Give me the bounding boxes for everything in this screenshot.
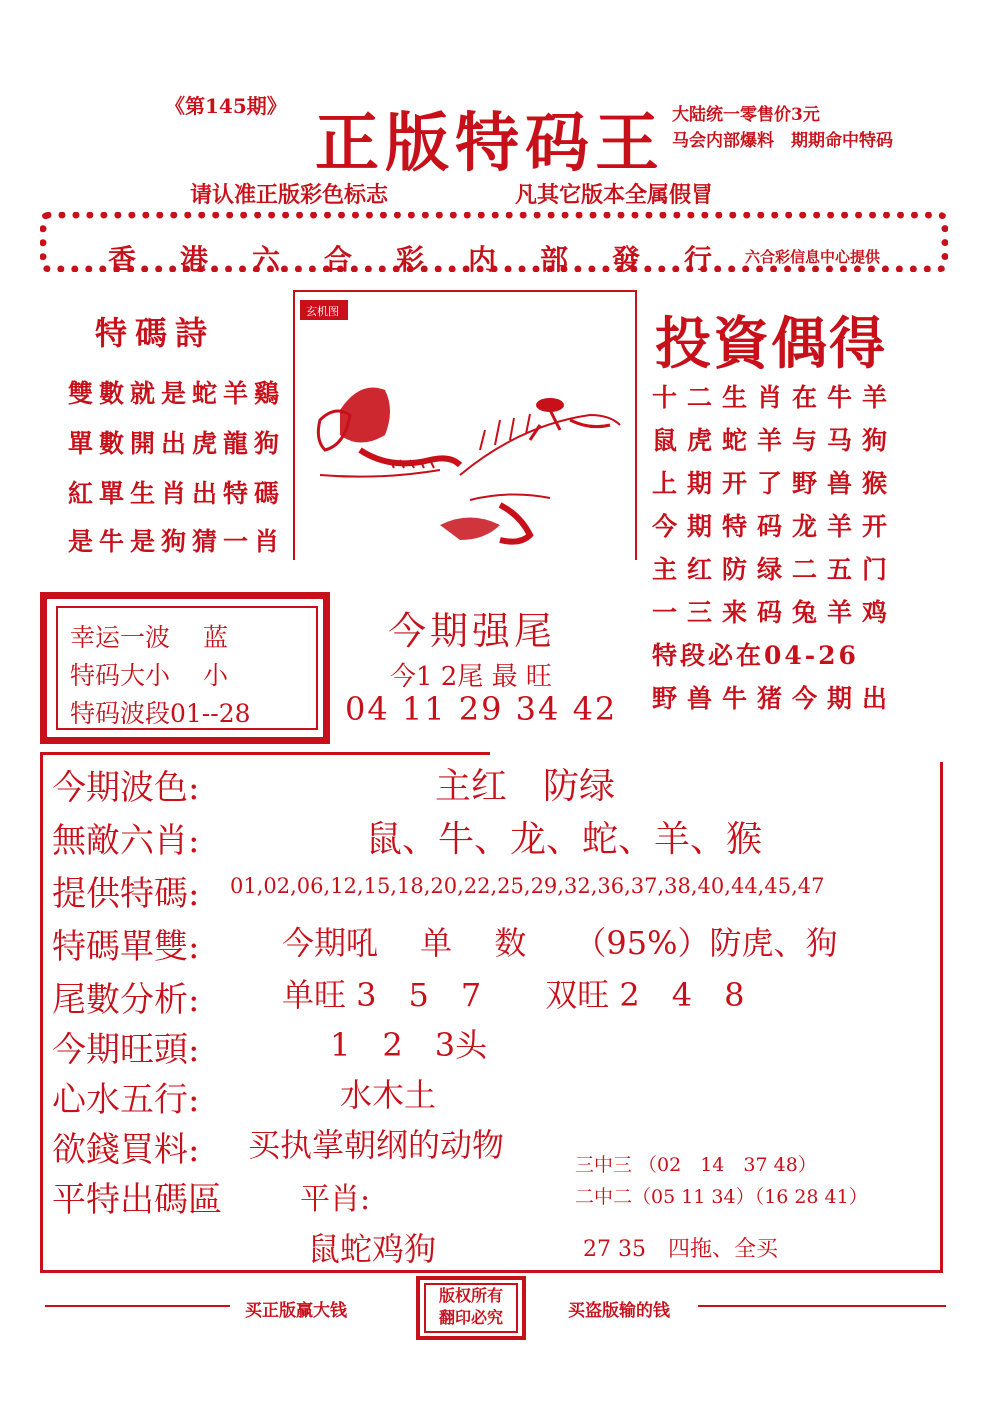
banner-char: 合 (324, 243, 353, 276)
row-value: 今期吼 单 数 （95%）防虎、狗 (282, 924, 838, 962)
row-label: 特碼單雙: (52, 927, 200, 967)
invest-line: 一三来码兔羊鸡 (652, 598, 898, 627)
row-value: 平肖: (300, 1182, 371, 1217)
panel-border-left (40, 752, 43, 1272)
picture-stamp: 玄机图 (306, 305, 339, 318)
invest-line: 上期开了野兽猴 (652, 469, 898, 498)
row-label: 今期波色: (52, 768, 200, 808)
banner-char: 發 (612, 243, 641, 276)
row-value: 单旺 3 5 7 双旺 2 4 8 (282, 976, 745, 1014)
strong-tail-note: 今1 2尾 最 旺 (390, 662, 552, 692)
poem-title: 特碼詩 (95, 314, 216, 352)
authenticity-notice: 请认准正版彩色标志 (190, 182, 389, 208)
invest-line: 特段必在04-26 (652, 641, 859, 670)
invest-line: 主红防绿二五门 (652, 555, 898, 584)
row-value: 主红 防绿 (435, 766, 616, 807)
invest-line: 鼠虎蛇羊与马狗 (652, 426, 898, 455)
row-value: 水木土 (340, 1076, 437, 1114)
special-numbers: 01,02,06,12,15,18,20,22,25,29,32,36,37,38,40,44,45,47 (230, 874, 825, 898)
row-label: 尾數分析: (52, 980, 200, 1020)
footer-right-text: 买盗版输的钱 (568, 1301, 670, 1321)
lucky-size: 特码大小 小 (70, 661, 228, 690)
banner-char: 六 (252, 243, 281, 276)
invest-line: 野兽牛猪今期出 (652, 684, 898, 713)
issue-number: 《第145期》 (165, 94, 287, 118)
copyright-line: 版权所有 (438, 1286, 503, 1305)
poem-line: 是牛是狗猜一肖 (68, 527, 286, 556)
poem-line: 雙數就是蛇羊鷄 (68, 379, 286, 408)
row-label: 平特出碼區 (52, 1180, 222, 1220)
banner-provider: 六合彩信息中心提供 (745, 248, 881, 266)
lucky-wave: 幸运一波 蓝 (70, 623, 228, 652)
copyright-line: 翻印必究 (438, 1308, 503, 1327)
row-value: 买执掌朝纲的动物 (248, 1126, 505, 1164)
riddle-illustration (300, 300, 630, 558)
row-label: 無敵六肖: (52, 821, 200, 861)
er-zhong-er: 二中二（05 11 34）（16 28 41） (575, 1186, 868, 1208)
panel-border-top (40, 752, 490, 755)
footer-divider (698, 1305, 946, 1307)
row-label: 心水五行: (52, 1080, 200, 1120)
strong-tail-title: 今期强尾 (388, 609, 557, 653)
panel-border-bottom (40, 1270, 943, 1273)
banner-char: 内 (468, 243, 497, 276)
row-value: 1 2 3头 (330, 1026, 488, 1064)
poem-line: 紅單生肖出特碼 (68, 479, 286, 508)
banner-char: 彩 (396, 243, 425, 276)
footer-left-text: 买正版赢大钱 (245, 1301, 347, 1321)
row-value: 鼠、牛、龙、蛇、羊、猴 (366, 819, 763, 860)
row-label: 欲錢買料: (52, 1130, 200, 1170)
lucky-range: 特码波段01--28 (70, 699, 251, 728)
four-drag: 27 35 四拖、全买 (583, 1237, 778, 1262)
invest-line: 今期特码龙羊开 (652, 512, 898, 541)
strong-tail-numbers: 04 11 29 34 42 (345, 690, 618, 728)
slogan: 马会内部爆料 期期命中特码 (672, 131, 893, 151)
banner-char: 港 (180, 243, 209, 276)
row-label: 今期旺頭: (52, 1030, 200, 1070)
san-zhong-san: 三中三 （02 14 37 48） (575, 1154, 817, 1176)
banner-char: 香 (108, 243, 137, 276)
invest-line: 十二生肖在牛羊 (652, 383, 898, 412)
footer-divider (45, 1305, 230, 1307)
ping-xiao-value: 鼠蛇鸡狗 (308, 1230, 437, 1268)
price-note: 大陆统一零售价3元 (672, 105, 820, 125)
banner-char: 行 (684, 243, 713, 276)
poem-line: 單數開出虎龍狗 (68, 429, 286, 458)
counterfeit-notice: 凡其它版本全属假冒 (515, 182, 714, 208)
banner-char: 部 (540, 243, 569, 276)
copyright-stamp-inner (424, 1283, 518, 1333)
panel-border-right (940, 762, 943, 1272)
invest-title: 投資偶得 (655, 311, 887, 377)
page-title: 正版特码王 (315, 106, 665, 181)
row-label: 提供特碼: (52, 874, 200, 914)
